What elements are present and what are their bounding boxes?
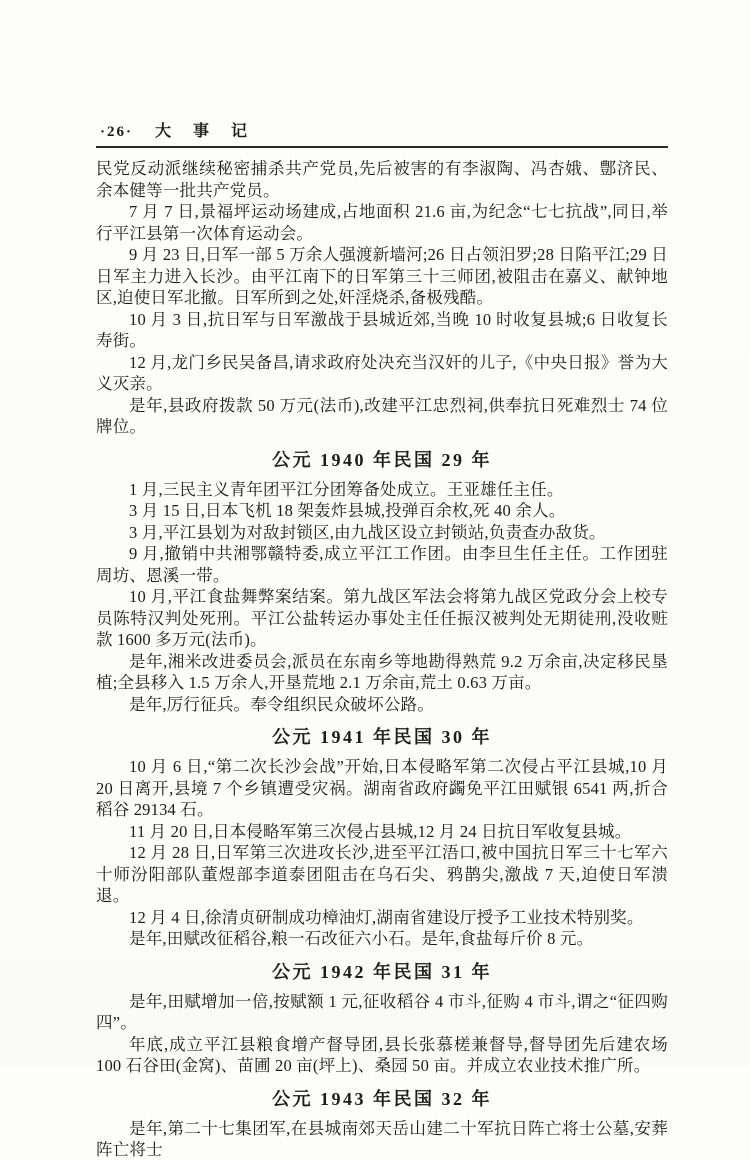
section-heading: 公元 1943 年民国 32 年 bbox=[272, 1088, 492, 1109]
section-heading: 公元 1940 年民国 29 年 bbox=[272, 449, 492, 470]
section-heading: 公元 1942 年民国 31 年 bbox=[272, 961, 492, 982]
section-heading: 公元 1941 年民国 30 年 bbox=[272, 727, 492, 747]
body-paragraph: 3 月 15 日,日本飞机 18 架轰炸县城,投弹百余枚,死 40 余人。 bbox=[129, 501, 566, 520]
body-paragraph: 10 月 6 日,“第二次长沙会战”开始,日本侵略军第二次侵占平江县城,10 月 20 日离开,县境 7 个乡镇遭受灾祸。湖南省政府蠲免平江田赋银 6541 两,折合稻谷 29134 石。 bbox=[96, 757, 668, 819]
body-paragraph: 是年,县政府拨款 50 万元(法币),改建平江忠烈祠,供奉抗日死难烈士 74 位牌位。 bbox=[96, 395, 668, 436]
body-paragraph: 12 月 4 日,徐清贞研制成功樟油灯,湖南省建设厅授予工业技术特别奖。 bbox=[129, 907, 644, 927]
body-paragraph: 12 月,龙门乡民吴备昌,请求政府处决充当汉奸的儿子,《中央日报》誉为大义灭亲。 bbox=[96, 352, 668, 393]
page-header bbox=[96, 118, 668, 141]
body-paragraph: 年底,成立平江县粮食增产督导团,县长张慕槎兼督导,督导团先后建农场 100 石谷田(金窝)、苗圃 20 亩(坪上)、桑园 50 亩。并成立农业技术推广所。 bbox=[96, 1034, 668, 1075]
body-paragraph: 民党反动派继续秘密捕杀共产党员,先后被害的有李淑陶、冯杏娥、鄷济民、余本健等一批共产党员。 bbox=[96, 159, 668, 200]
chapter-title: 大 事 记 bbox=[155, 123, 257, 140]
body-paragraph: 9 月 23 日,日军一部 5 万余人强渡新墙河;26 日占领汨罗;28 日陷平江;29 日日军主力进入长沙。由平江南下的日军第三十三师团,被阻击在嘉义、献钟地区,迫使日军北撤。日军所到之处,奸淫烧杀,备极残酷。 bbox=[96, 245, 668, 307]
body-paragraph: 3 月,平江县划为对敌封锁区,由九战区设立封锁站,负责查办敌货。 bbox=[129, 522, 606, 542]
body-paragraph: 10 月,平江食盐舞弊案结案。第九战区军法会将第九战区党政分会上校专员陈特汉判处死刑。平江公盐转运办事处主任任振汉被判处无期徒刑,没收赃款 1600 多万元(法币)。 bbox=[96, 587, 668, 649]
body-paragraph: 7 月 7 日,景福坪运动场建成,占地面积 21.6 亩,为纪念“七七抗战”,同日,举行平江县第一次体育运动会。 bbox=[96, 202, 668, 243]
body-paragraph: 是年,田赋改征稻谷,粮一石改征六小石。是年,食盐每斤价 8 元。 bbox=[129, 929, 594, 948]
body-paragraph: 是年,厉行征兵。奉令组织民众破坏公路。 bbox=[129, 694, 434, 714]
header-divider bbox=[96, 146, 668, 148]
page-body bbox=[96, 158, 668, 1161]
body-paragraph: 12 月 28 日,日军第三次进攻长沙,进至平江浯口,被中国抗日军三十七军六十师汾阳部队董煜部李道泰团阻击在乌石尖、鸦鹊尖,激战 7 天,迫使日军溃退。 bbox=[96, 843, 668, 905]
body-paragraph: 9 月,撤销中共湘鄂赣特委,成立平江工作团。由李旦生任主任。工作团驻周坊、恩溪一带。 bbox=[96, 544, 668, 585]
body-paragraph: 是年,第二十七集团军,在县城南郊天岳山建二十军抗日阵亡将士公墓,安葬阵亡将士 bbox=[96, 1118, 668, 1159]
body-paragraph: 10 月 3 日,抗日军与日军激战于县城近郊,当晚 10 时收复县城;6 日收复长寿街。 bbox=[96, 309, 668, 350]
body-paragraph: 11 月 20 日,日本侵略军第三次侵占县城,12 月 24 日抗日军收复县城。 bbox=[129, 821, 632, 841]
body-paragraph: 1 月,三民主义青年团平江分团筹备处成立。王亚雄任主任。 bbox=[129, 479, 564, 499]
page-number: ·26· bbox=[100, 124, 134, 140]
body-paragraph: 是年,田赋增加一倍,按赋额 1 元,征收稻谷 4 市斗,征购 4 市斗,谓之“征四购四”。 bbox=[96, 991, 668, 1032]
body-paragraph: 是年,湘米改进委员会,派员在东南乡等地勘得熟荒 9.2 万余亩,决定移民垦植;全县移入 1.5 万余人,开垦荒地 2.1 万余亩,荒土 0.63 万亩。 bbox=[96, 651, 668, 692]
